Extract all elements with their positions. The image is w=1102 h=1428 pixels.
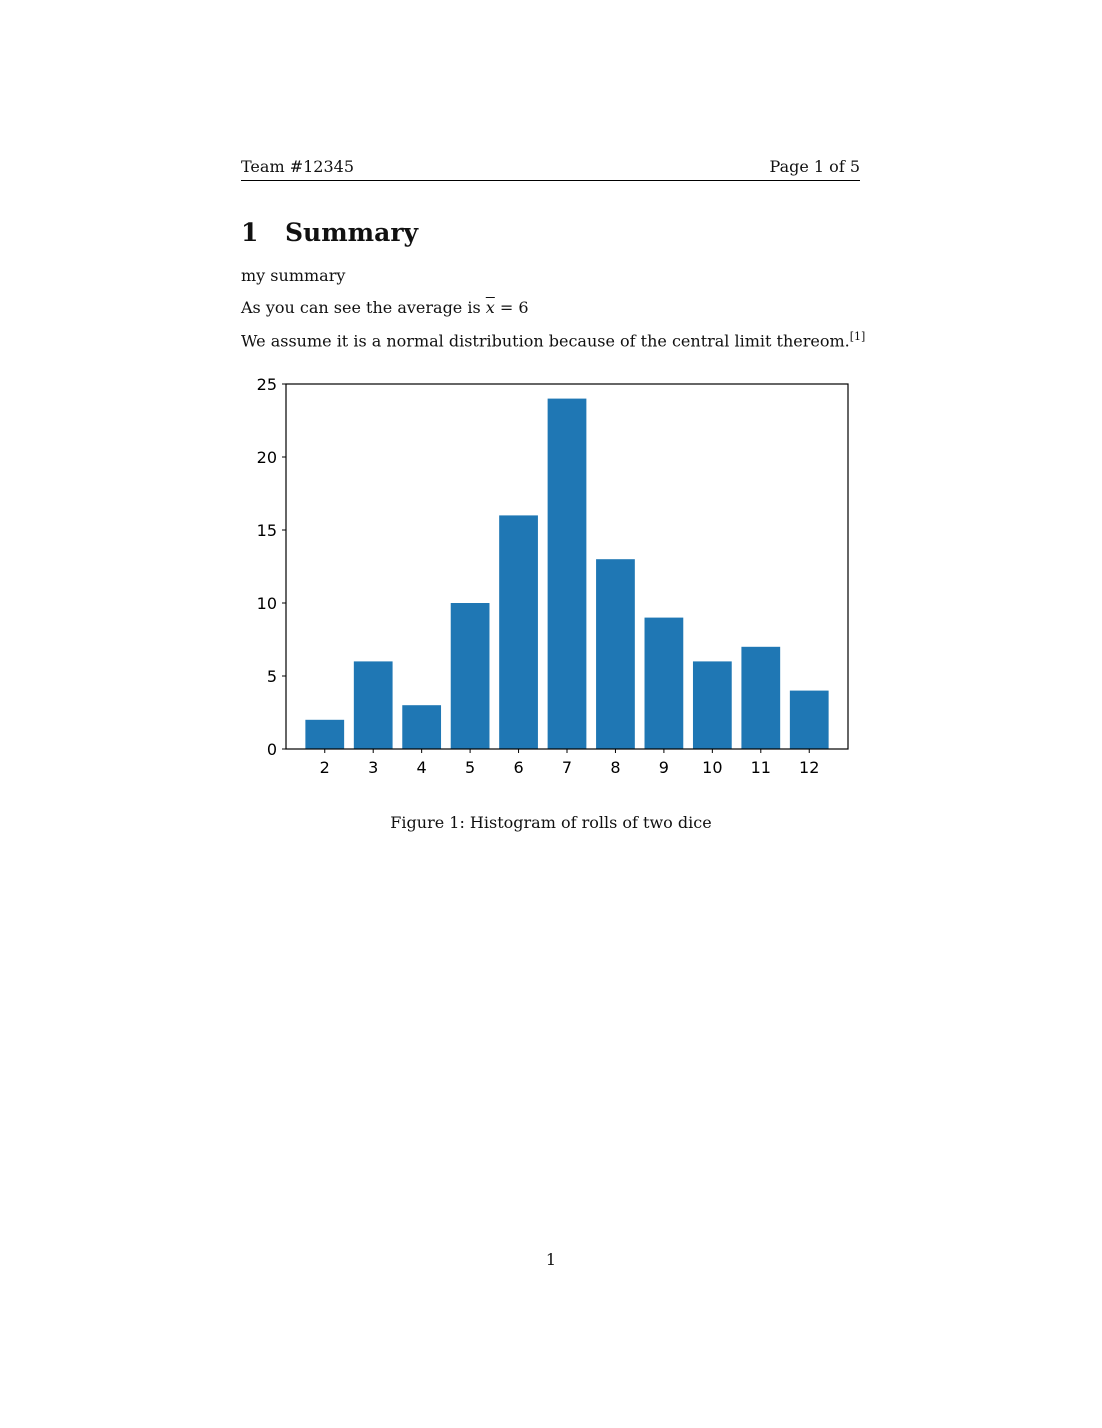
y-tick-label: 25 <box>256 375 277 394</box>
bar-4 <box>402 705 441 749</box>
x-tick-label: 3 <box>368 758 379 777</box>
paragraph-summary: my summary <box>241 266 346 285</box>
bar-7 <box>548 399 587 749</box>
histogram-chart <box>240 375 860 785</box>
x-tick-label: 4 <box>416 758 427 777</box>
average-text: As you can see the average is <box>241 298 486 317</box>
average-value: = 6 <box>494 298 529 317</box>
chart-svg <box>240 375 860 785</box>
x-tick-label: 11 <box>750 758 771 777</box>
y-tick-label: 5 <box>266 667 277 686</box>
bar-9 <box>645 618 684 749</box>
x-tick-label: 10 <box>702 758 723 777</box>
x-tick-label: 9 <box>658 758 669 777</box>
bar-8 <box>596 559 635 749</box>
bar-2 <box>305 720 344 749</box>
y-tick-label: 15 <box>256 521 277 540</box>
x-tick-label: 12 <box>799 758 820 777</box>
x-tick-label: 8 <box>610 758 621 777</box>
section-number: 1 <box>241 218 259 247</box>
bar-3 <box>354 661 393 749</box>
x-tick-label: 5 <box>465 758 476 777</box>
x-tick-label: 2 <box>319 758 330 777</box>
page-count: Page 1 of 5 <box>769 157 860 176</box>
bar-10 <box>693 661 732 749</box>
page-number: 1 <box>545 1250 557 1269</box>
team-label: Team #12345 <box>241 157 354 176</box>
x-tick-label: 6 <box>513 758 524 777</box>
running-header <box>241 157 860 181</box>
bar-5 <box>451 603 490 749</box>
paragraph-average <box>241 298 529 317</box>
xbar-symbol: $\overline{x}$ <box>485 298 495 317</box>
paragraph-distribution <box>241 330 865 350</box>
bar-11 <box>741 647 780 749</box>
section-heading <box>241 218 418 247</box>
figure-caption: Figure 1: Histogram of rolls of two dice <box>390 813 712 832</box>
bar-6 <box>499 515 538 749</box>
bar-12 <box>790 691 829 749</box>
distribution-text: We assume it is a normal distribution because of the central limit thereom. <box>241 331 850 351</box>
y-tick-label: 0 <box>266 740 277 759</box>
y-tick-label: 20 <box>256 448 277 467</box>
x-tick-label: 7 <box>561 758 573 777</box>
y-tick-label: 10 <box>256 594 277 613</box>
section-title: Summary <box>285 218 419 247</box>
citation-link[interactable]: [1] <box>849 330 866 343</box>
